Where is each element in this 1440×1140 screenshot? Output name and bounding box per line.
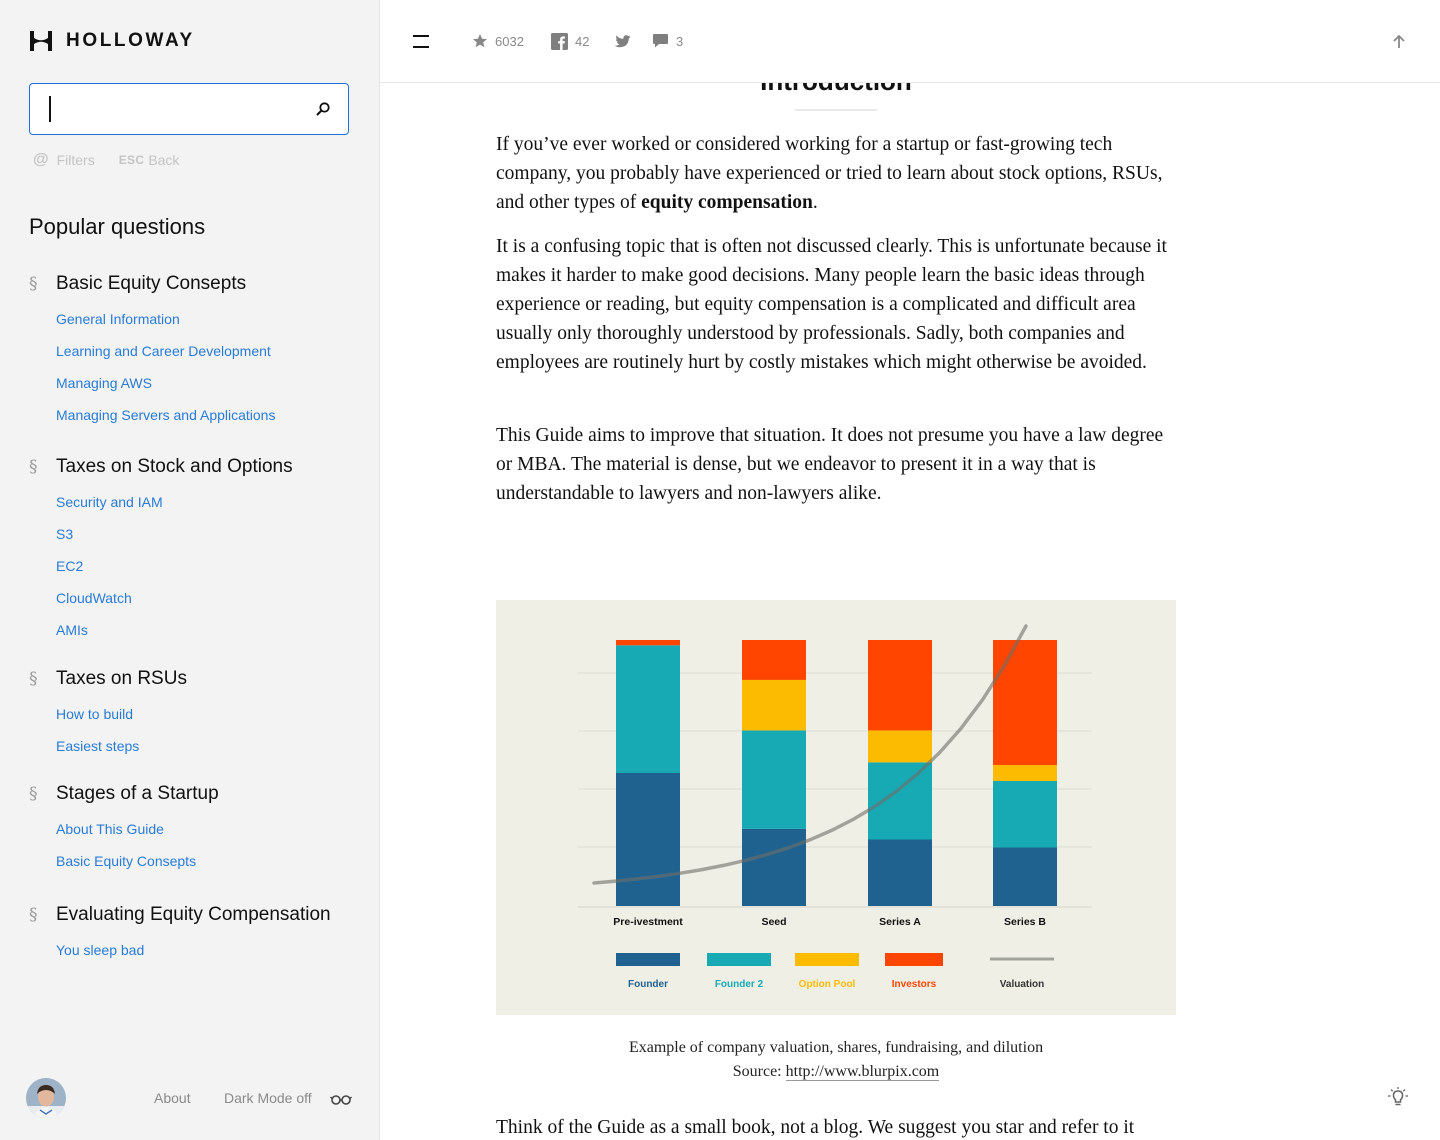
bar-segment-founder2 — [868, 762, 932, 839]
x-tick-label: Pre-ivestment — [613, 916, 683, 928]
x-tick-label: Series B — [1003, 916, 1047, 928]
question-link[interactable]: Learning and Career Development — [56, 343, 271, 359]
chart-canvas — [496, 600, 1176, 1015]
question-link[interactable]: Basic Equity Consepts — [56, 853, 197, 869]
bar-segment-option_pool — [868, 730, 932, 762]
section-links — [56, 934, 331, 966]
question-section — [29, 270, 275, 431]
legend-swatch-founder2 — [707, 953, 771, 966]
question-link[interactable]: Security and IAM — [56, 494, 163, 510]
question-link[interactable]: General Information — [56, 311, 180, 327]
bar-segment-founder — [616, 773, 680, 906]
comment-count-value: 3 — [676, 33, 684, 49]
popular-questions-heading: Popular questions — [29, 214, 206, 239]
facebook-share-count: 42 — [575, 34, 590, 49]
brand-logo[interactable] — [29, 29, 195, 53]
legend-label: Valuation — [999, 979, 1045, 990]
heading-divider — [795, 109, 877, 111]
emphasis-equity-compensation: equity compensation — [641, 192, 813, 213]
search-box[interactable] — [29, 83, 349, 135]
avatar[interactable] — [26, 1078, 66, 1118]
x-tick-label: Seed — [761, 916, 787, 928]
comment-icon — [652, 33, 669, 49]
scroll-top-arrow-icon[interactable] — [1392, 34, 1406, 49]
section-header[interactable] — [29, 665, 187, 693]
section-title: Taxes on Stock and Options — [56, 456, 293, 477]
question-link[interactable]: Easiest steps — [56, 738, 140, 754]
caption-text: Example of company valuation, shares, fundraising, and dilution — [628, 1039, 1044, 1056]
bar-segment-investors — [868, 640, 932, 730]
question-link[interactable]: EC2 — [56, 558, 84, 574]
question-section — [29, 901, 331, 966]
paragraph-think-of-guide: Think of the Guide as a small book, not a blog. We suggest you star and refer to it — [496, 1117, 1135, 1138]
search-hints — [33, 151, 179, 169]
filters-hint[interactable]: Filters — [56, 152, 95, 168]
brand-name: HOLLOWAY — [66, 30, 195, 51]
figure-caption — [496, 1036, 1176, 1084]
twitter-icon[interactable] — [614, 35, 631, 49]
section-header[interactable] — [29, 780, 219, 808]
bar-segment-founder2 — [742, 730, 806, 828]
at-icon: @ — [33, 151, 49, 168]
about-link[interactable]: About — [154, 1090, 191, 1106]
dark-mode-toggle[interactable]: Dark Mode off — [224, 1090, 312, 1106]
section-title: Taxes on RSUs — [56, 668, 187, 689]
bar-segment-investors — [993, 640, 1057, 765]
comment-count[interactable] — [652, 33, 683, 49]
search-input[interactable] — [30, 84, 300, 134]
paragraph-confusing-topic: It is a confusing topic that is often not discussed clearly. This is unfortunate because it makes it harder to make good decisions. Many people learn the basic ideas through experience or reading, but equity compensation is a complicated and difficult area usually only thoroughly understood by professionals. Sadly, both companies and employees are routinely hurt by costly mistakes which might otherwise be avoided. — [496, 236, 1167, 373]
legend-label: Option Pool — [798, 979, 856, 990]
bar-segment-option_pool — [742, 680, 806, 731]
search-icon[interactable] — [315, 101, 331, 117]
legend-swatch-option_pool — [795, 953, 859, 966]
section-header[interactable] — [29, 453, 293, 481]
bar-segment-founder — [868, 840, 932, 907]
question-link[interactable]: CloudWatch — [56, 590, 132, 606]
paragraph-intro-text: If you’ve ever worked or considered working for a startup or fast-growing tech company, you probably have experienced or tried to learn about stock options, RSUs, and other types of — [496, 134, 1163, 213]
question-link[interactable]: Managing AWS — [56, 375, 152, 391]
section-links — [56, 698, 187, 762]
legend-label: Founder — [628, 979, 668, 990]
section-title: Basic Equity Consepts — [56, 273, 247, 294]
bar-segment-founder — [993, 847, 1057, 906]
paragraph-guide-aims: This Guide aims to improve that situation. It does not presume you have a law degree or MBA. The material is dense, but we endeavor to present it in a way that is understandable to lawyers and non-lawyers alike. — [496, 425, 1164, 504]
question-link[interactable]: You sleep bad — [56, 942, 145, 958]
bar-segment-option_pool — [993, 765, 1057, 781]
facebook-share[interactable] — [551, 33, 589, 50]
glasses-icon[interactable] — [330, 1092, 352, 1106]
legend-swatch-founder — [616, 953, 680, 966]
source-link[interactable]: http://www.blurpix.com — [785, 1063, 940, 1080]
section-links — [56, 486, 293, 646]
back-hint[interactable]: Back — [148, 152, 180, 168]
source-label: Source: — [732, 1063, 782, 1080]
bar-segment-investors — [742, 640, 806, 680]
legend-label: Investors — [891, 979, 937, 990]
section-title: Evaluating Equity Compensation — [56, 904, 331, 925]
esc-key-badge: ESC — [118, 153, 145, 167]
question-link[interactable]: S3 — [56, 526, 74, 542]
section-links — [56, 303, 275, 431]
star-count[interactable] — [472, 33, 524, 49]
top-toolbar — [380, 0, 1440, 83]
text-caret — [49, 96, 51, 122]
sidebar — [0, 0, 380, 1140]
star-icon — [472, 33, 488, 49]
section-title: Stages of a Startup — [56, 783, 219, 804]
x-tick-label: Series A — [879, 916, 921, 928]
facebook-icon — [551, 33, 568, 50]
section-mark-icon: § — [29, 669, 38, 689]
question-link[interactable]: About This Guide — [56, 821, 164, 837]
question-section — [29, 453, 293, 646]
legend-swatch-investors — [885, 953, 943, 966]
bar-segment-founder2 — [616, 645, 680, 773]
equity-dilution-chart — [496, 600, 1176, 1015]
question-section — [29, 665, 187, 762]
caption-source — [496, 1060, 1176, 1084]
paragraph-intro-end: . — [812, 192, 818, 213]
legend-label: Founder 2 — [714, 979, 764, 990]
question-section — [29, 780, 219, 877]
star-count-value: 6032 — [495, 33, 524, 49]
question-link[interactable]: AMIs — [56, 622, 88, 638]
section-mark-icon: § — [29, 905, 38, 925]
paragraph-intro — [496, 130, 1180, 217]
section-mark-icon: § — [29, 274, 38, 294]
section-mark-icon: § — [29, 457, 38, 477]
question-link[interactable]: Managing Servers and Applications — [56, 407, 276, 423]
bar-segment-founder2 — [993, 781, 1057, 848]
question-link[interactable]: How to build — [56, 706, 134, 722]
bar-segment-founder — [742, 829, 806, 906]
section-header[interactable] — [29, 901, 331, 929]
avatar-image — [26, 1078, 66, 1118]
bar-segment-investors — [616, 640, 680, 645]
menu-icon[interactable] — [413, 34, 429, 48]
section-header[interactable] — [29, 270, 275, 298]
lightbulb-icon[interactable] — [1388, 1087, 1408, 1109]
holloway-logo-icon — [29, 29, 53, 53]
section-mark-icon: § — [29, 784, 38, 804]
section-links — [56, 813, 219, 877]
